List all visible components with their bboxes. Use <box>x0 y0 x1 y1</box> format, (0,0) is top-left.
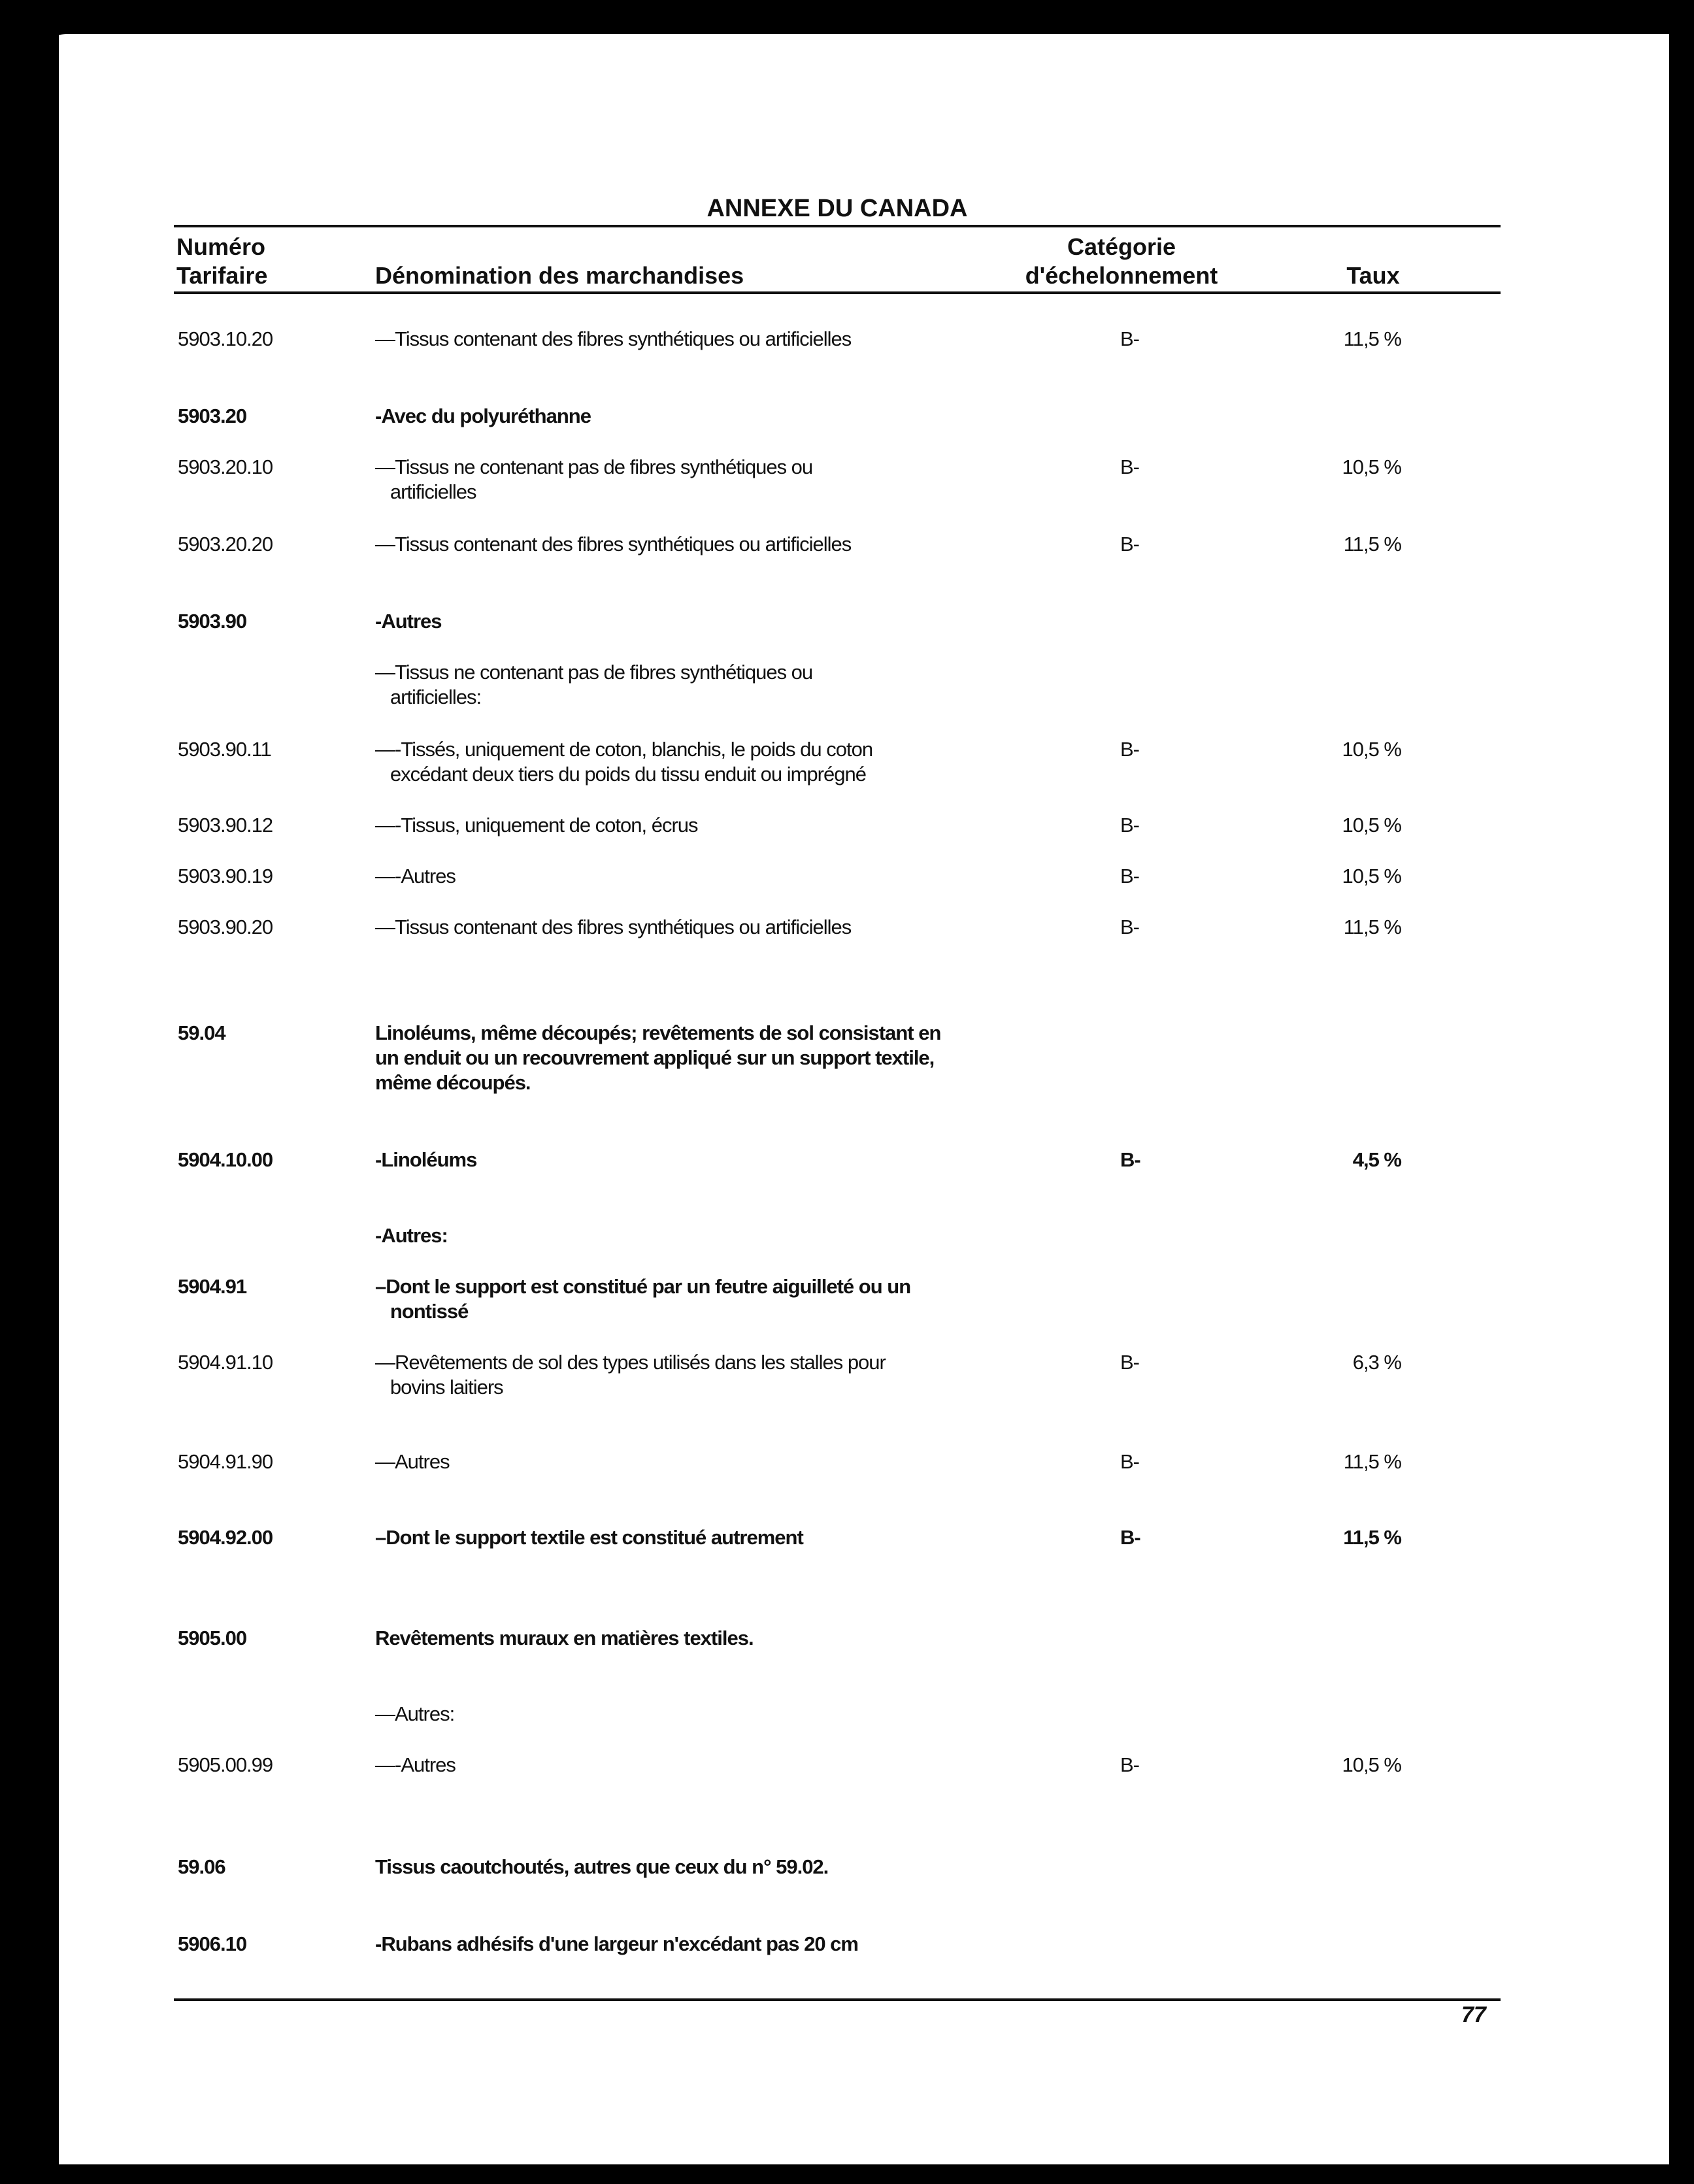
row-rate: 11,5 % <box>1343 1526 1401 1549</box>
row-description: Revêtements muraux en matières textiles. <box>375 1627 754 1649</box>
row-category: B- <box>1120 1526 1140 1549</box>
row-rate: 10,5 % <box>1342 738 1401 761</box>
row-rate: 11,5 % <box>1343 1450 1401 1473</box>
header-rule-bottom <box>174 291 1501 294</box>
row-tariff-code: 59.04 <box>178 1021 225 1044</box>
row-category: B- <box>1120 1753 1139 1776</box>
row-description: -Linoléums <box>375 1148 477 1171</box>
row-category: B- <box>1120 738 1139 761</box>
row-description: —Tissus contenant des fibres synthétiques ou artificielles <box>375 327 852 350</box>
row-description: –Dont le support textile est constitué autrement <box>375 1526 803 1549</box>
row-rate: 11,5 % <box>1343 533 1401 555</box>
row-tariff-code: 5903.90.19 <box>178 865 273 887</box>
row-description: -Rubans adhésifs d'une largeur n'excédant pas 20 cm <box>375 1932 858 1955</box>
row-description: -Avec du polyuréthanne <box>375 405 591 427</box>
column-header-numero: Numéro Tarifaire <box>176 233 268 289</box>
row-tariff-code: 5903.10.20 <box>178 327 273 350</box>
row-description: —-Tissus, uniquement de coton, écrus <box>375 814 698 836</box>
row-rate: 10,5 % <box>1342 455 1401 478</box>
row-category: B- <box>1120 327 1139 350</box>
row-rate: 10,5 % <box>1342 865 1401 887</box>
row-tariff-code: 5903.20.20 <box>178 533 273 555</box>
row-category: B- <box>1120 814 1139 836</box>
row-description: —-Autres <box>375 1753 456 1776</box>
row-category: B- <box>1120 916 1139 938</box>
row-tariff-code: 5903.20 <box>178 405 247 427</box>
row-description: —Tissus ne contenant pas de fibres synthétiques ou artificielles <box>375 455 813 503</box>
column-header-taux: Taux <box>1346 262 1400 289</box>
column-header-categorie: Catégorie d'échelonnement <box>1025 233 1218 289</box>
row-rate: 4,5 % <box>1352 1148 1401 1171</box>
annex-title: ANNEXE DU CANADA <box>706 195 968 222</box>
row-category: B- <box>1120 1450 1139 1473</box>
row-tariff-code: 5903.90.20 <box>178 916 273 938</box>
row-rate: 10,5 % <box>1342 1753 1401 1776</box>
row-description: —-Tissés, uniquement de coton, blanchis, le poids du coton excédant deux tiers du poids du tissu enduit ou imprégné <box>375 738 873 786</box>
row-category: B- <box>1120 1148 1140 1171</box>
row-tariff-code: 5904.91 <box>178 1275 247 1298</box>
row-rate: 10,5 % <box>1342 814 1401 836</box>
column-header-denomination: Dénomination des marchandises <box>375 262 744 289</box>
row-tariff-code: 5904.10.00 <box>178 1148 273 1171</box>
row-description: -Autres: <box>375 1224 448 1247</box>
row-rate: 6,3 % <box>1352 1351 1401 1374</box>
row-description: Tissus caoutchoutés, autres que ceux du n° 59.02. <box>375 1855 829 1878</box>
row-tariff-code: 5905.00.99 <box>178 1753 273 1776</box>
row-description: –Dont le support est constitué par un feutre aiguilleté ou un nontissé <box>375 1275 911 1323</box>
page-number: 77 <box>1461 2002 1486 2027</box>
row-description: —Autres <box>375 1450 450 1473</box>
row-rate: 11,5 % <box>1343 916 1401 938</box>
row-tariff-code: 5903.90 <box>178 610 247 633</box>
row-tariff-code: 59.06 <box>178 1855 225 1878</box>
row-description: —Tissus contenant des fibres synthétiques ou artificielles <box>375 916 852 938</box>
row-tariff-code: 5905.00 <box>178 1627 247 1649</box>
row-description: —Tissus ne contenant pas de fibres synthétiques ou artificielles: <box>375 661 813 708</box>
row-category: B- <box>1120 455 1139 478</box>
row-description: —-Autres <box>375 865 456 887</box>
row-rate: 11,5 % <box>1343 327 1401 350</box>
row-tariff-code: 5904.91.90 <box>178 1450 273 1473</box>
row-description: Linoléums, même découpés; revêtements de sol consistant en un enduit ou un recouvrement appliqué sur un support textile, même découpés. <box>375 1021 941 1094</box>
header-rule-top <box>174 225 1501 227</box>
row-description: -Autres <box>375 610 442 633</box>
page-binding-shadow <box>41 34 59 2164</box>
document-page <box>41 34 1669 2164</box>
row-description: —Autres: <box>375 1702 455 1725</box>
row-description: —Tissus contenant des fibres synthétiques ou artificielles <box>375 533 852 555</box>
row-tariff-code: 5904.92.00 <box>178 1526 273 1549</box>
row-tariff-code: 5903.90.12 <box>178 814 273 836</box>
row-tariff-code: 5903.90.11 <box>178 738 271 761</box>
row-description: —Revêtements de sol des types utilisés dans les stalles pour bovins laitiers <box>375 1351 886 1398</box>
row-category: B- <box>1120 533 1139 555</box>
footer-rule <box>174 1998 1501 2001</box>
row-tariff-code: 5906.10 <box>178 1932 247 1955</box>
row-category: B- <box>1120 865 1139 887</box>
row-category: B- <box>1120 1351 1139 1374</box>
row-tariff-code: 5903.20.10 <box>178 455 273 478</box>
row-tariff-code: 5904.91.10 <box>178 1351 273 1374</box>
